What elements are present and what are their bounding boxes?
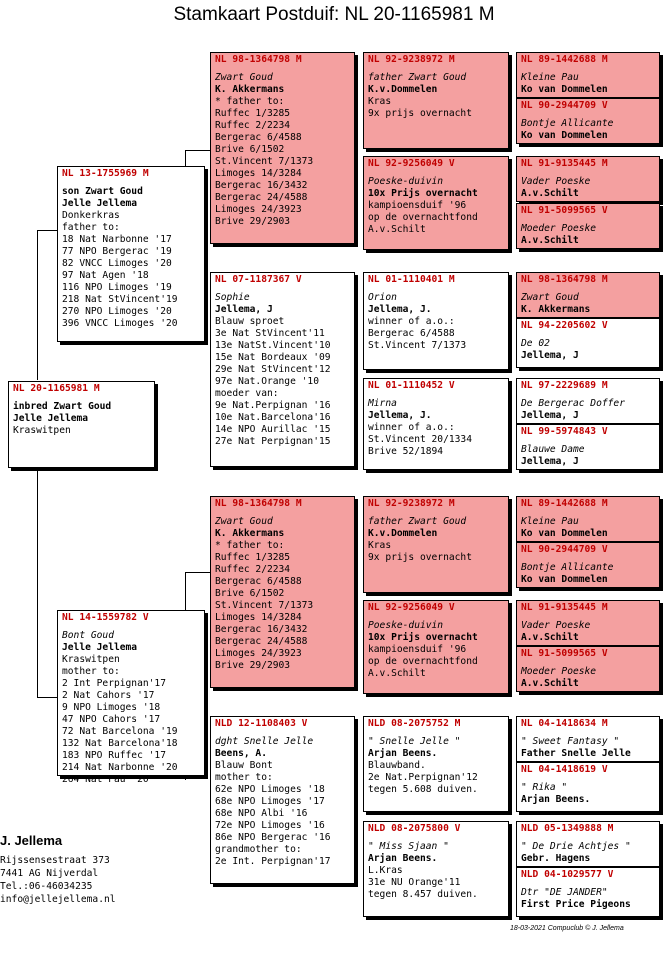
pedigree-line: Jelle Jellema [13,413,89,424]
pedigree-card-gf-maternal [210,496,355,688]
ring-number: NL 97-2229689 M [521,380,608,391]
pedigree-line: St.Vincent 7/1373 [368,340,467,351]
pedigree-line: 18 Nat Narbonne '17 [62,234,172,245]
pigeon-name: Poeske-duivin [368,176,444,187]
pedigree-line: A.v.Schilt [521,632,579,643]
pigeon-name: " Rika " [521,782,568,793]
pedigree-line: 264 Nat Pau '20 [62,774,149,785]
pigeon-name: Bontje Allicante [521,118,614,129]
connector [37,467,38,697]
pigeon-name: " Sweet Fantasy " [521,736,620,747]
pedigree-card-gggp [516,203,660,249]
ring-number: NL 01-1110401 M [368,274,455,285]
pigeon-name: Bont Goud [62,630,114,641]
pedigree-card-ggp [363,716,509,812]
ring-number: NL 91-5099565 V [521,648,608,659]
breeder-name: J. Jellema [0,833,63,848]
pedigree-line: Arjan Beens. [368,748,438,759]
pedigree-line: Kraswitpen [62,654,120,665]
pedigree-line: Ko van Dommelen [521,574,608,585]
pigeon-name: Moeder Poeske [521,666,597,677]
pedigree-card-gggp [516,496,660,542]
pedigree-line: A.v.Schilt [368,668,426,679]
ring-number: NL 04-1418619 V [521,764,608,775]
pedigree-card-gggp [516,318,660,368]
ring-number: NLD 04-1029577 V [521,869,614,880]
pedigree-line: Kraswitpen [13,425,71,436]
pedigree-line: 3e Nat StVincent'11 [215,328,325,339]
ring-number: NLD 12-1108403 V [215,718,308,729]
pigeon-name: Vader Poeske [521,620,591,631]
pedigree-line: Father Snelle Jelle [521,748,631,759]
pedigree-line: Arjan Beens. [368,853,438,864]
pedigree-line: 97e Nat.Orange '10 [215,376,319,387]
pedigree-line: Brive 6/1502 [215,144,285,155]
pedigree-line: K.v.Dommelen [368,84,438,95]
pigeon-name: Zwart Goud [521,292,579,303]
pedigree-line: Ko van Dommelen [521,130,608,141]
pedigree-line: Blauwband. [368,760,426,771]
pigeon-name: father Zwart Goud [368,516,467,527]
pigeon-name: Dtr "DE JANDER" [521,887,608,898]
pedigree-line: 72e NPO Limoges '16 [215,820,325,831]
ring-number: NL 20-1165981 M [13,383,100,394]
pedigree-line: Jellema, J [215,304,273,315]
pigeon-name: dght Snelle Jelle [215,736,314,747]
pedigree-line: Bergerac 6/4588 [215,576,302,587]
pedigree-line: Brive 52/1894 [368,446,444,457]
ring-number: NL 90-2944709 V [521,544,608,555]
pedigree-card-gggp [516,98,660,144]
pedigree-line: 77 NPO Bergerac '19 [62,246,172,257]
pedigree-line: A.v.Schilt [521,188,579,199]
pedigree-line: Gebr. Hagens [521,853,591,864]
pigeon-name: Kleine Pau [521,72,579,83]
pedigree-line: Ruffec 1/3285 [215,552,291,563]
pedigree-line: * father to: [215,540,285,551]
ring-number: NL 89-1442688 M [521,498,608,509]
ring-number: NL 98-1364798 M [215,498,302,509]
pedigree-line: Bergerac 16/3432 [215,624,308,635]
pedigree-line: 10x Prijs overnacht [368,632,478,643]
pedigree-line: op de overnachtfond [368,212,478,223]
pedigree-line: kampioensduif '96 [368,644,467,655]
pedigree-line: Jellema, J. [368,410,432,421]
pigeon-name: De 02 [521,338,550,349]
pigeon-name: father Zwart Goud [368,72,467,83]
pedigree-line: mother to: [62,666,120,677]
ring-number: NL 99-5974843 V [521,426,608,437]
ring-number: NL 98-1364798 M [215,54,302,65]
pedigree-line: Ruffec 2/2234 [215,120,291,131]
pedigree-line: Jellema, J. [368,304,432,315]
pedigree-card-gggp [516,542,660,588]
pedigree-line: 29e Nat StVincent'12 [215,364,331,375]
ring-number: NL 92-9256049 V [368,158,455,169]
pedigree-card-ggp [363,156,509,250]
pedigree-line: Ko van Dommelen [521,84,608,95]
connector [37,697,58,698]
pedigree-card-mother [57,610,205,785]
pedigree-line: Ruffec 2/2234 [215,564,291,575]
connector [37,230,58,231]
breeder-info [0,832,116,906]
pedigree-card-self [8,381,155,468]
pedigree-line: 2 Int Perpignan'17 [62,678,166,689]
pedigree-line: 14e NPO Aurillac '15 [215,424,331,435]
pedigree-line: kampioensduif '96 [368,200,467,211]
ring-number: NL 92-9238972 M [368,498,455,509]
pedigree-card-gggp [516,762,660,812]
pedigree-card-ggp [363,378,509,470]
pedigree-line: tegen 8.457 duiven. [368,889,478,900]
pedigree-line: winner of a.o.: [368,422,455,433]
pigeon-name: Moeder Poeske [521,223,597,234]
pedigree-line: Arjan Beens. [521,794,591,805]
pedigree-line: 183 NPO Ruffec '17 [62,750,166,761]
pedigree-line: grandmother to: [215,844,302,855]
pedigree-line: A.v.Schilt [521,235,579,246]
connector [185,150,211,151]
pedigree-line: Donkerkras [62,210,120,221]
pedigree-line: Brive 6/1502 [215,588,285,599]
ring-number: NL 91-9135445 M [521,602,608,613]
pedigree-line: Ko van Dommelen [521,528,608,539]
pigeon-name: " Snelle Jelle " [368,736,461,747]
pedigree-card-ggp [363,52,509,149]
pedigree-line: 9x prijs overnacht [368,108,472,119]
pedigree-line: Jelle Jellema [62,198,138,209]
pedigree-line: Bergerac 16/3432 [215,180,308,191]
pedigree-card-ggp [363,496,509,593]
pedigree-line: Jellema, J [521,350,579,361]
pedigree-card-gf-paternal [210,52,355,244]
ring-number: NL 14-1559782 V [62,612,149,623]
pigeon-name: Blauwe Dame [521,444,585,455]
pigeon-name: Poeske-duivin [368,620,444,631]
pigeon-name: Mirna [368,398,397,409]
pedigree-line: 132 Nat Barcelona'18 [62,738,178,749]
ring-number: NL 98-1364798 M [521,274,608,285]
ring-number: NL 07-1187367 V [215,274,302,285]
pedigree-line: 82 VNCC Limoges '20 [62,258,172,269]
pedigree-card-gggp [516,378,660,424]
ring-number: NL 94-2205602 V [521,320,608,331]
pedigree-line: 15e Nat Bordeaux '09 [215,352,331,363]
pedigree-line: St.Vincent 7/1373 [215,600,314,611]
pedigree-line: Limoges 14/3284 [215,612,302,623]
pedigree-line: 9 NPO Limoges '18 [62,702,161,713]
pedigree-line: Blauw Bont [215,760,273,771]
pigeon-name: " De Drie Achtjes " [521,841,631,852]
pedigree-line: 218 Nat StVincent'19 [62,294,178,305]
pedigree-line: 116 NPO Limoges '19 [62,282,172,293]
pedigree-line: 72 Nat Barcelona '19 [62,726,178,737]
pedigree-line: Jellema, J [521,456,579,467]
ring-number: NL 90-2944709 V [521,100,608,111]
pedigree-line: Blauw sproet [215,316,285,327]
pedigree-line: 86e NPO Bergerac '16 [215,832,331,843]
pedigree-line: K. Akkermans [215,84,285,95]
pedigree-line: Limoges 14/3284 [215,168,302,179]
ring-number: NL 04-1418634 M [521,718,608,729]
pedigree-line: father to: [62,222,120,233]
pedigree-card-gggp [516,424,660,470]
pedigree-line: 396 VNCC Limoges '20 [62,318,178,329]
pedigree-line: Bergerac 6/4588 [368,328,455,339]
pedigree-line: winner of a.o.: [368,316,455,327]
pedigree-card-gggp [516,272,660,318]
pedigree-line: 270 NPO Limoges '20 [62,306,172,317]
breeder-phone: Tel.:06-46034235 [0,881,93,892]
pigeon-name: Zwart Goud [215,516,273,527]
breeder-address: Rijssensestraat 373 [0,855,110,866]
pedigree-line: Bergerac 6/4588 [215,132,302,143]
pigeon-name: inbred Zwart Goud [13,401,112,412]
pedigree-line: L.Kras [368,865,403,876]
pedigree-line: mother to: [215,772,273,783]
pedigree-card-gggp [516,646,660,692]
pedigree-line: Brive 29/2903 [215,660,291,671]
pedigree-line: K. Akkermans [521,304,591,315]
pedigree-line: 214 Nat Narbonne '20 [62,762,178,773]
pedigree-line: 2e Nat.Perpignan'12 [368,772,478,783]
pedigree-line: tegen 5.608 duiven. [368,784,478,795]
pedigree-line: * father to: [215,96,285,107]
pedigree-line: Brive 29/2903 [215,216,291,227]
pedigree-line: Kras [368,96,392,107]
pedigree-card-father [57,166,205,342]
pedigree-line: 10e Nat.Barcelona'16 [215,412,331,423]
ring-number: NL 91-9135445 M [521,158,608,169]
pedigree-line: K. Akkermans [215,528,285,539]
pigeon-name: Kleine Pau [521,516,579,527]
pedigree-card-gggp [516,716,660,762]
pedigree-line: 27e Nat Perpignan'15 [215,436,331,447]
ring-number: NL 91-5099565 V [521,205,608,216]
pigeon-name: son Zwart Goud [62,186,143,197]
pedigree-line: St.Vincent 20/1334 [368,434,472,445]
pedigree-line: 68e NPO Limoges '17 [215,796,325,807]
pedigree-line: 9x prijs overnacht [368,552,472,563]
pedigree-line: Beens, A. [215,748,267,759]
pigeon-name: De Bergerac Doffer [521,398,625,409]
pedigree-line: A.v.Schilt [368,224,426,235]
ring-number: NL 89-1442688 M [521,54,608,65]
pedigree-card-gggp [516,821,660,867]
pedigree-line: Limoges 24/3923 [215,648,302,659]
pedigree-line: A.v.Schilt [521,678,579,689]
ring-number: NL 01-1110452 V [368,380,455,391]
pedigree-card-gm-maternal [210,716,355,884]
pedigree-line: 13e NatSt.Vincent'10 [215,340,331,351]
footer-credit: 18-03-2021 Compuclub © J. Jellema [510,925,624,932]
pedigree-card-ggp [363,821,509,917]
pedigree-line: op de overnachtfond [368,656,478,667]
pedigree-card-gggp [516,156,660,202]
connector [185,572,186,612]
pigeon-name: Vader Poeske [521,176,591,187]
pedigree-line: 9e Nat.Perpignan '16 [215,400,331,411]
page-title: Stamkaart Postduif: NL 20-1165981 M [173,4,495,25]
pedigree-line: St.Vincent 7/1373 [215,156,314,167]
pedigree-line: 97 Nat Agen '18 [62,270,149,281]
pigeon-name: Zwart Goud [215,72,273,83]
pigeon-name: Sophie [215,292,250,303]
pedigree-line: 2 Nat Cahors '17 [62,690,155,701]
pigeon-name: Orion [368,292,397,303]
ring-number: NL 13-1755969 M [62,168,149,179]
pedigree-line: Ruffec 1/3285 [215,108,291,119]
ring-number: NLD 08-2075752 M [368,718,461,729]
pedigree-card-ggp [363,272,509,370]
pigeon-name: " Miss Sjaan " [368,841,449,852]
pedigree-line: 31e NU Orange'11 [368,877,461,888]
pedigree-line: 47 NPO Cahors '17 [62,714,161,725]
pedigree-line: Jelle Jellema [62,642,138,653]
ring-number: NLD 08-2075800 V [368,823,461,834]
breeder-email[interactable]: info@jellejellema.nl [0,894,116,905]
pedigree-line: First Price Pigeons [521,899,631,910]
pedigree-line: Bergerac 24/4588 [215,636,308,647]
pedigree-line: Kras [368,540,392,551]
ring-number: NL 92-9238972 M [368,54,455,65]
ring-number: NLD 05-1349888 M [521,823,614,834]
connector [37,230,38,380]
pedigree-line: 10x Prijs overnacht [368,188,478,199]
pedigree-card-gggp [516,867,660,917]
connector [185,572,211,573]
pedigree-line: Bergerac 24/4588 [215,192,308,203]
pedigree-line: Jellema, J [521,410,579,421]
pedigree-line: moeder van: [215,388,279,399]
pigeon-name: Bontje Allicante [521,562,614,573]
ring-number: NL 92-9256049 V [368,602,455,613]
pedigree-line: K.v.Dommelen [368,528,438,539]
pedigree-line: Limoges 24/3923 [215,204,302,215]
breeder-city: 7441 AG Nijverdal [0,868,99,879]
pedigree-card-gggp [516,52,660,98]
pedigree-line: 2e Int. Perpignan'17 [215,856,331,867]
pedigree-line: 62e NPO Limoges '18 [215,784,325,795]
pedigree-card-ggp [363,600,509,694]
pedigree-line: 68e NPO Albi '16 [215,808,308,819]
pedigree-card-gm-paternal [210,272,355,467]
pedigree-card-gggp [516,600,660,646]
